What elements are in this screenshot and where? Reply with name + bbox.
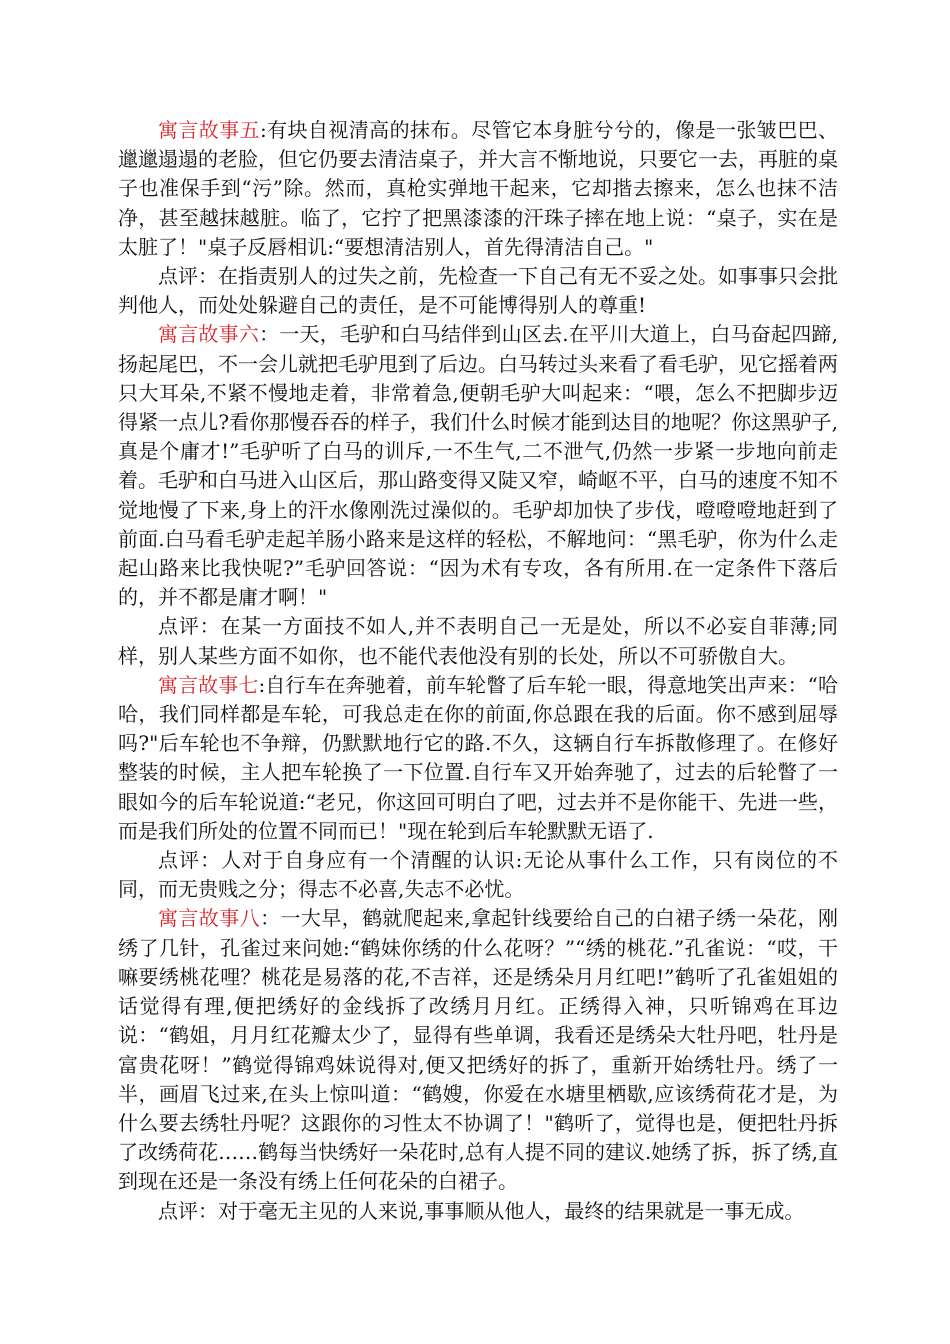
story-comment: 点评：在指责别人的过失之前，先检查一下自己有无不妥之处。如事事只会批判他人，而处处躲避自己的责任，是不可能博得别人的尊重! [118, 264, 838, 318]
story-text: ：一大早，鹤就爬起来,拿起针线要给自己的白裙子绣一朵花，刚绣了几针，孔雀过来问她:“鹤妹你绣的什么花呀？”“绣的桃花.”孔雀说：“哎，干嘛要绣桃花哩？桃花是易落的花,不吉祥，还是绣朵月月红吧!”鹤听了孔雀姐姐的话觉得有理,便把绣好的金线拆了改绣月月红。正绣得入神，只听锦鸡在耳边说：“鹤姐，月月红花瓣太少了，显得有些单调，我看还是绣朵大牡丹吧，牡丹是富贵花呀！”鹤觉得锦鸡妹说得对,便又把绣好的拆了，重新开始绣牡丹。绣了一半，画眉飞过来,在头上惊叫道：“鹤嫂，你爱在水塘里栖歇,应该绣荷花才是，为什么要去绣牡丹呢？这跟你的习性太不协调了！"鹤听了，觉得也是，便把牡丹拆了改绣荷花……鹤每当快绣好一朵花时,总有人提不同的建议.她绣了拆，拆了绣,直到现在还是一条没有绣上任何花朵的白裙子。 [118, 906, 839, 1194]
story-title: 寓言故事五 [158, 118, 261, 142]
story-comment: 点评：对于毫无主见的人来说,事事顺从他人，最终的结果就是一事无成。 [158, 1198, 805, 1223]
story-title: 寓言故事六 [158, 322, 260, 347]
document-page [118, 116, 838, 1226]
story-title: 寓言故事八 [158, 906, 261, 931]
story-paragraph [118, 904, 838, 1196]
story-paragraph [118, 671, 838, 846]
story-comment: 点评：人对于自身应有一个清醒的认识:无论从事什么工作，只有岗位的不同，而无贵贱之分；得志不必喜,失志不必忧。 [118, 848, 838, 902]
story-text: ：一天，毛驴和白马结伴到山区去.在平川大道上，白马奋起四蹄,扬起尾巴，不一会儿就把毛驴甩到了后边。白马转过头来看了看毛驴，见它摇着两只大耳朵,不紧不慢地走着，非常着急,便朝毛驴大叫起来：“喂，怎么不把脚步迈得紧一点儿?看你那慢吞吞的样子，我们什么时候才能到达目的地呢？你这黑驴子,真是个庸才!”毛驴听了白马的训斥,一不生气,二不泄气,仍然一步紧一步地向前走着。毛驴和白马进入山区后，那山路变得又陡又窄，崎岖不平，白马的速度不知不觉地慢了下来,身上的汗水像刚洗过澡似的。毛驴却加快了步伐，噔噔噔地赶到了前面.白马看毛驴走起羊肠小路来是这样的轻松，不解地问：“黑毛驴，你为什么走起山路来比我快呢?”毛驴回答说：“因为术有专攻，各有所用.在一定条件下落后的，并不都是庸才啊！" [118, 322, 839, 610]
story-title: 寓言故事七 [158, 672, 259, 697]
story-text: :自行车在奔驰着，前车轮瞥了后车轮一眼，得意地笑出声来：“哈哈，我们同样都是车轮，可我总走在你的前面,你总跟在我的后面。你不感到屈辱吗?"后车轮也不争辩，仍默默地行它的路.不久，这辆自行车拆散修理了。在修好整装的时候，主人把车轮换了一下位置.自行车又开始奔驰了，过去的后轮瞥了一眼如今的后车轮说道:“老兄，你这回可明白了吧，过去并不是你能干、先进一些，而是我们所处的位置不同而已！"现在轮到后车轮默默无语了. [118, 672, 839, 843]
story-paragraph [118, 116, 838, 262]
story-comment: 点评：在某一方面技不如人,并不表明自己一无是处，所以不必妄自菲薄;同样，别人某些方面不如你，也不能代表他没有别的长处，所以不可骄傲自大。 [118, 614, 838, 668]
story-text: :有块自视清高的抹布。尽管它本身脏兮兮的，像是一张皱巴巴、邋邋遢遢的老脸，但它仍要去清洁桌子，并大言不惭地说，只要它一去，再脏的桌子也准保手到“污”除。然而，真枪实弹地干起来，它却揩去擦来，怎么也抹不洁净，甚至越抹越脏。临了，它拧了把黑漆漆的汗珠子摔在地上说：“桌子，实在是太脏了！"桌子反唇相讥:“要想清洁别人，首先得清洁自己。" [118, 118, 838, 259]
story-paragraph [118, 320, 838, 612]
